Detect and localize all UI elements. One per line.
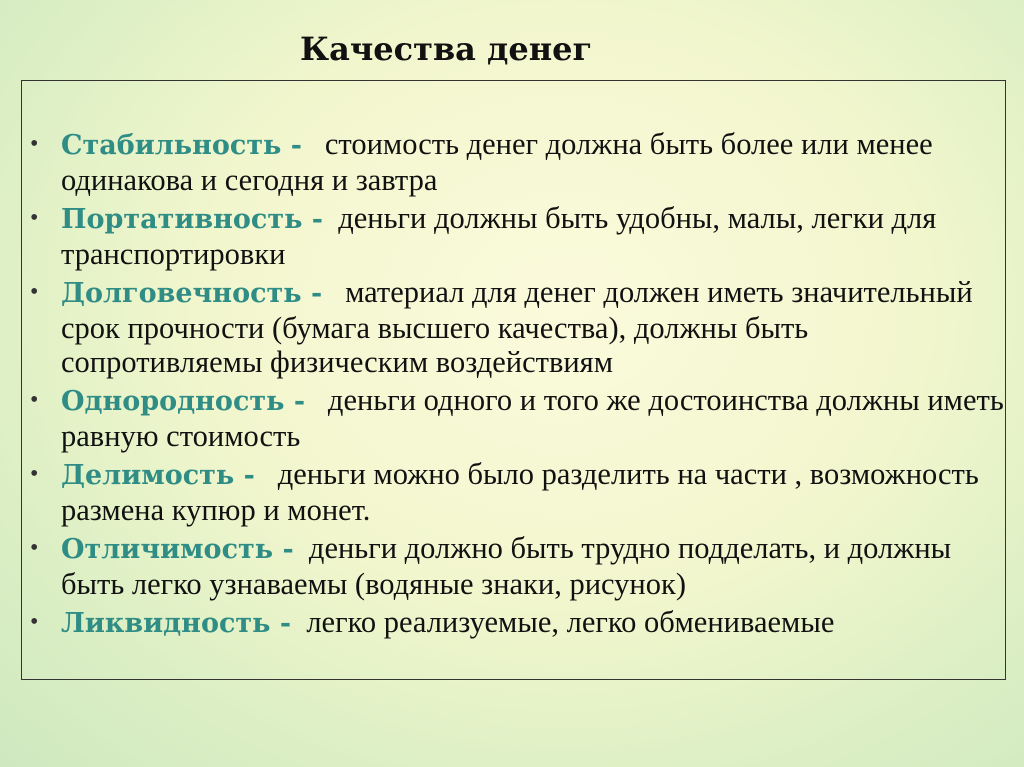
item-term: Стабильность - <box>61 130 302 161</box>
item-description: легко реализуемые, легко обмениваемые <box>306 605 835 639</box>
bullet-icon: • <box>30 387 39 413</box>
list-item <box>22 127 1007 197</box>
item-term: Отличимость - <box>61 534 294 565</box>
bullet-icon: • <box>30 461 39 487</box>
item-description: деньги можно было разделить на части , возможность размена купюр и монет. <box>61 457 979 527</box>
bullet-icon: • <box>30 609 39 635</box>
qualities-list <box>22 127 1007 645</box>
item-term: Долговечность - <box>61 278 323 309</box>
item-term: Портативность - <box>61 204 323 235</box>
slide-title: Качества денег <box>300 30 593 68</box>
bullet-icon: • <box>30 279 39 305</box>
item-description: деньги одного и того же достоинства должны иметь равную стоимость <box>61 383 1004 453</box>
item-term: Ликвидность - <box>61 608 292 639</box>
item-term: Однородность - <box>61 386 306 417</box>
content-box <box>21 80 1006 680</box>
list-item <box>22 201 1007 271</box>
list-item <box>22 383 1007 453</box>
list-item <box>22 531 1007 601</box>
item-description: деньги должны быть удобны, малы, легки для транспортировки <box>61 201 937 271</box>
list-item <box>22 457 1007 527</box>
item-description: стоимость денег должна быть более или менее одинакова и сегодня и завтра <box>61 127 933 197</box>
item-term: Делимость - <box>61 460 255 491</box>
list-item <box>22 275 1007 379</box>
list-item <box>22 605 1007 641</box>
bullet-icon: • <box>30 131 39 157</box>
bullet-icon: • <box>30 535 39 561</box>
bullet-icon: • <box>30 205 39 231</box>
item-description: деньги должно быть трудно подделать, и должны быть легко узнаваемы (водяные знаки, рисунок) <box>61 531 952 601</box>
item-description: материал для денег должен иметь значительный срок прочности (бумага высшего качества), должны быть сопротивляемы физическим воздействиям <box>61 275 973 379</box>
